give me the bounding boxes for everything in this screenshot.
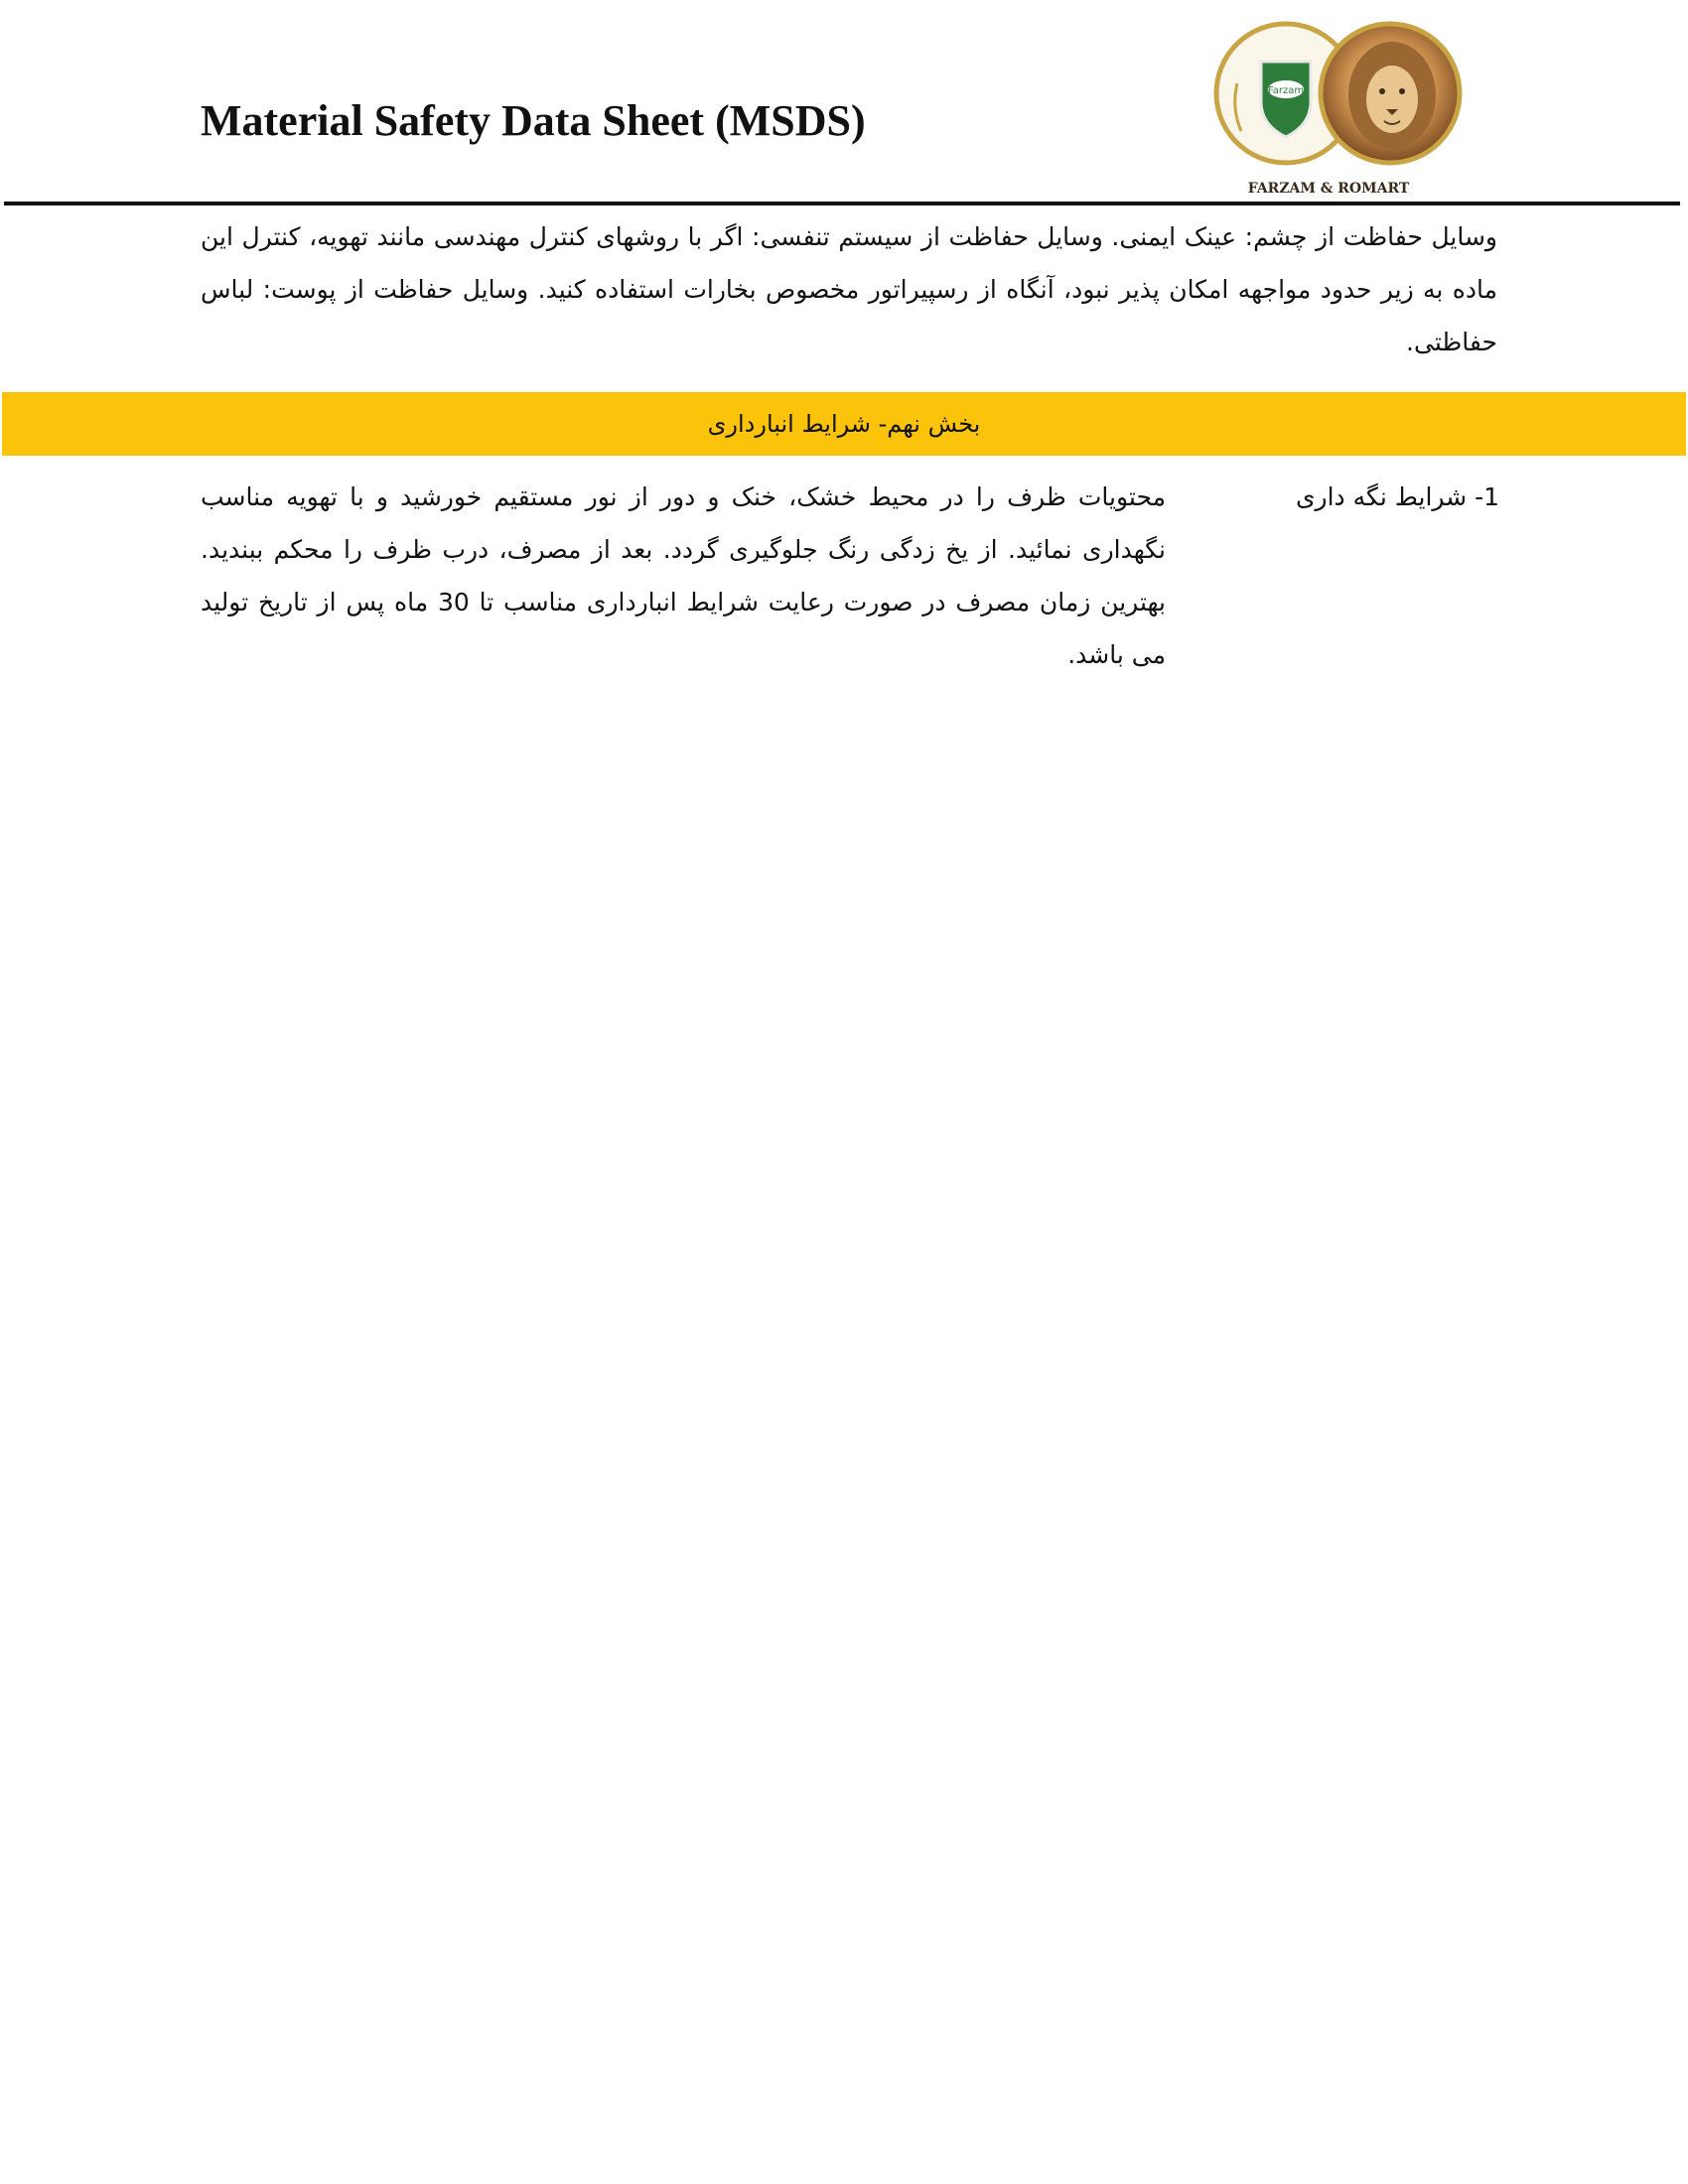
header-divider: [4, 202, 1680, 205]
logo-caption: FARZAM & ROMART: [1247, 181, 1410, 197]
protection-paragraph: وسایل حفاظت از چشم: عینک ایمنی. وسایل حفاظت از سیستم تنفسی: اگر با روشهای کنترل مهندسی مانند تهویه، کنترل این ماده به زیر حدود مواجهه امکان پذیر نبود، آنگاه از رسپیراتور مخصوص بخارات استفاده کنید. وسایل حفاظت از پوست: لباس حفاظتی.: [201, 222, 1497, 356]
svg-text:Farzam: Farzam: [1267, 85, 1305, 96]
section-header-band: [2, 392, 1686, 456]
section-title: بخش نهم- شرایط انبارداری: [707, 410, 981, 438]
lion-icon: [1348, 42, 1436, 149]
company-logo: [1201, 14, 1470, 199]
storage-item-label: 1- شرایط نگه داری: [1295, 482, 1499, 511]
shield-icon: [1261, 62, 1311, 137]
document-title: Material Safety Data Sheet (MSDS): [201, 96, 866, 145]
storage-item-text: محتویات ظرف را در محیط خشک، خنک و دور از نور مستقیم خورشید و با تهویه مناسب نگهداری نمائید. از یخ زدگی رنگ جلوگیری گردد. بعد از مصرف، درب ظرف را محکم ببندید. بهترین زمان مصرف در صورت رعایت شرایط انبارداری مناسب تا 30 ماه پس از تاریخ تولید می باشد.: [201, 482, 1166, 669]
